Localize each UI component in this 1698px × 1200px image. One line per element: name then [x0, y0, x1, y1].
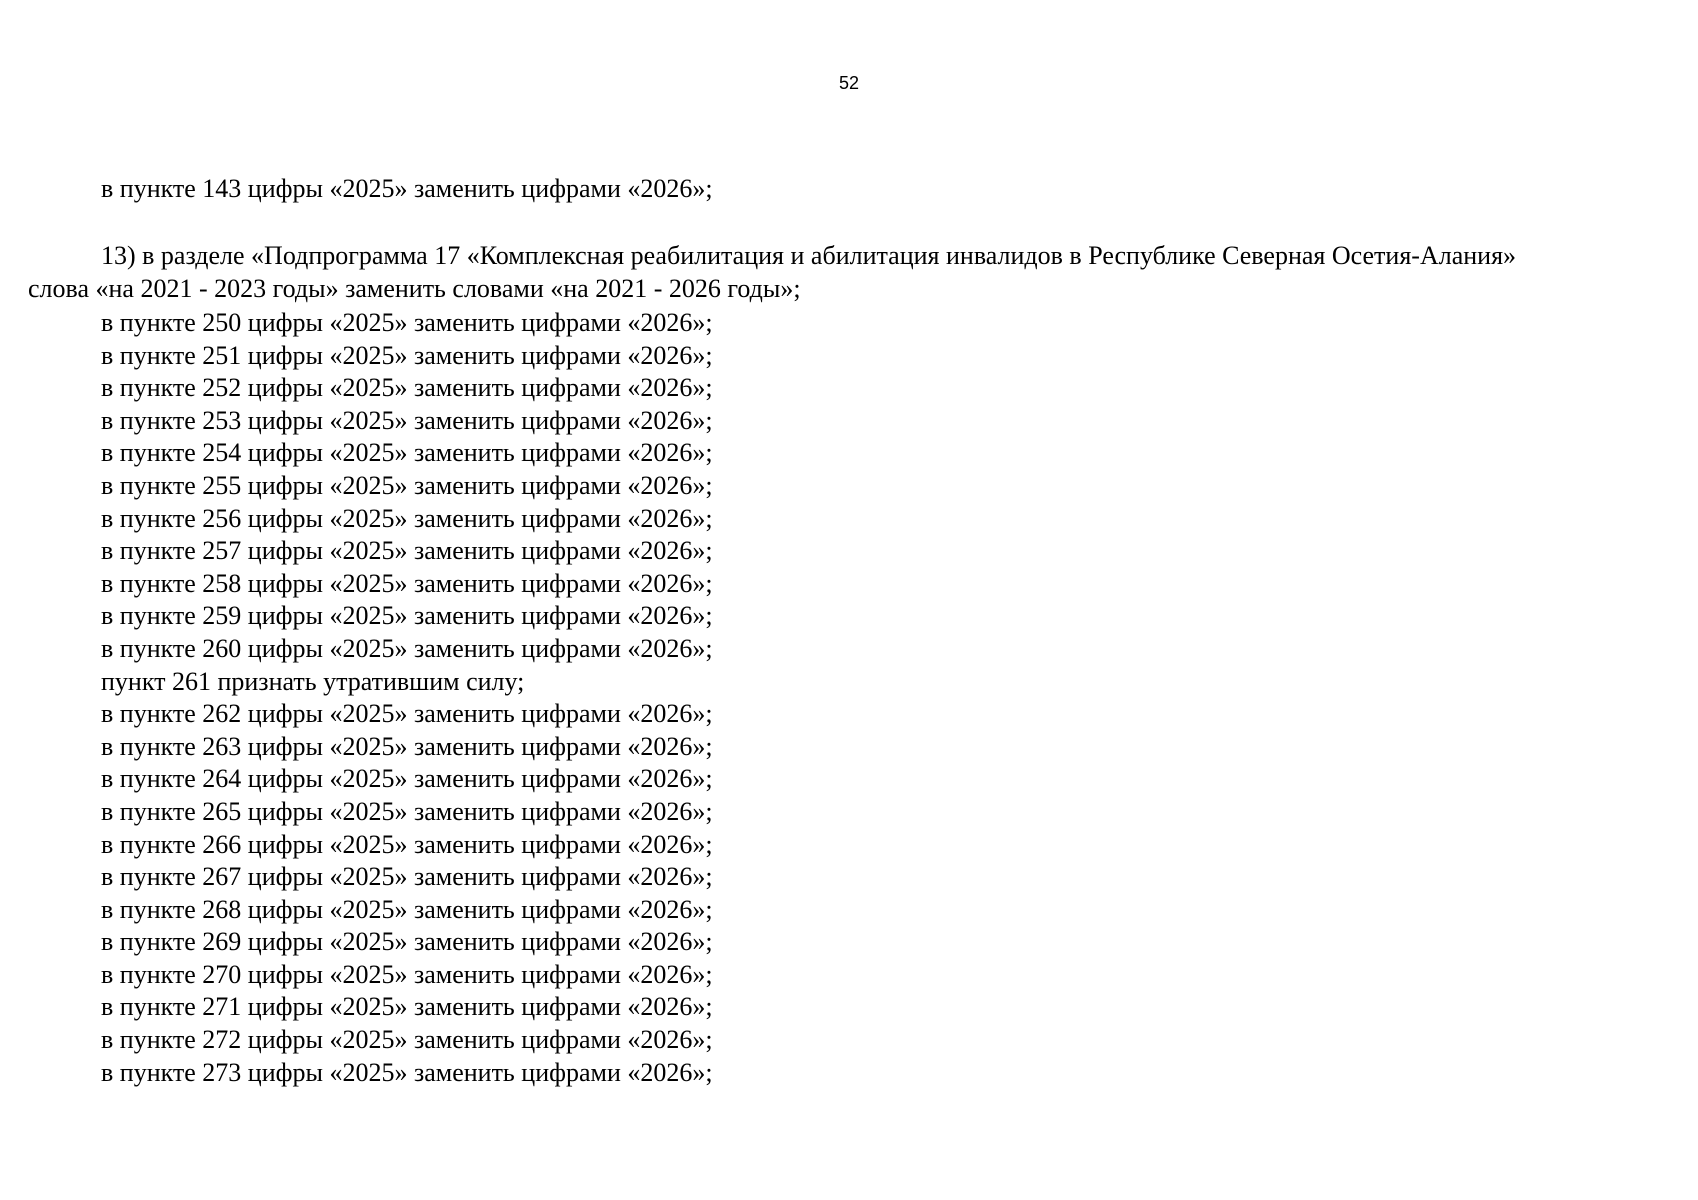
amendment-line-143: в пункте 143 цифры «2025» заменить цифрами «2026»;: [101, 174, 713, 203]
list-item: в пункте 259 цифры «2025» заменить цифрами «2026»;: [101, 601, 713, 631]
list-item: в пункте 253 цифры «2025» заменить цифрами «2026»;: [101, 405, 713, 435]
list-item: в пункте 269 цифры «2025» заменить цифрами «2026»;: [101, 927, 713, 957]
list-item: в пункте 272 цифры «2025» заменить цифрами «2026»;: [101, 1025, 713, 1055]
page-number: 52: [838, 73, 860, 93]
list-item: в пункте 270 цифры «2025» заменить цифрами «2026»;: [101, 959, 713, 989]
list-item: в пункте 262 цифры «2025» заменить цифрами «2026»;: [101, 699, 713, 729]
list-item: в пункте 264 цифры «2025» заменить цифрами «2026»;: [101, 764, 713, 794]
amendment-list: [101, 307, 713, 1089]
list-item: в пункте 267 цифры «2025» заменить цифрами «2026»;: [101, 862, 713, 892]
list-item: в пункте 256 цифры «2025» заменить цифрами «2026»;: [101, 503, 713, 533]
list-item: в пункте 255 цифры «2025» заменить цифрами «2026»;: [101, 470, 713, 500]
list-item: в пункте 266 цифры «2025» заменить цифрами «2026»;: [101, 829, 713, 859]
list-item: в пункте 258 цифры «2025» заменить цифрами «2026»;: [101, 568, 713, 598]
list-item: в пункте 254 цифры «2025» заменить цифрами «2026»;: [101, 438, 713, 468]
section-continuation-line: слова «на 2021 - 2023 годы» заменить словами «на 2021 - 2026 годы»;: [28, 274, 801, 303]
list-item: пункт 261 признать утратившим силу;: [101, 666, 525, 696]
list-item: в пункте 273 цифры «2025» заменить цифрами «2026»;: [101, 1057, 713, 1087]
list-item: в пункте 257 цифры «2025» заменить цифрами «2026»;: [101, 536, 713, 566]
list-item: в пункте 250 цифры «2025» заменить цифрами «2026»;: [101, 308, 713, 337]
list-item: в пункте 263 цифры «2025» заменить цифрами «2026»;: [101, 731, 713, 761]
section-heading-line: 13) в разделе «Подпрограмма 17 «Комплексная реабилитация и абилитация инвалидов в Республике Северная Осетия-Алания»: [101, 241, 1517, 270]
list-item: в пункте 252 цифры «2025» заменить цифрами «2026»;: [101, 373, 713, 403]
list-item: в пункте 271 цифры «2025» заменить цифрами «2026»;: [101, 992, 713, 1022]
list-item: в пункте 265 цифры «2025» заменить цифрами «2026»;: [101, 796, 713, 826]
list-item: в пункте 251 цифры «2025» заменить цифрами «2026»;: [101, 340, 713, 370]
list-item: в пункте 260 цифры «2025» заменить цифрами «2026»;: [101, 633, 713, 663]
list-item: в пункте 268 цифры «2025» заменить цифрами «2026»;: [101, 894, 713, 924]
